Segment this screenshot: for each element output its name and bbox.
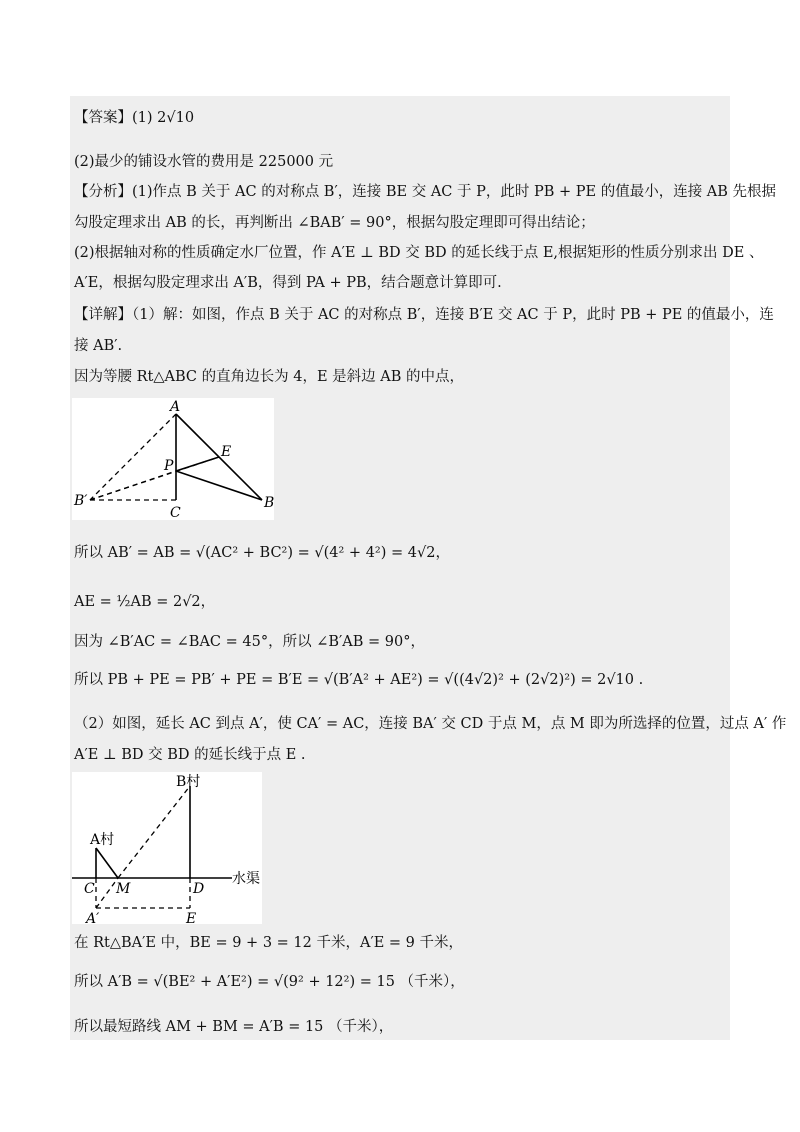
label-b-prime: B′ [74,493,88,509]
text-line: 所以最短路线 AM + BM = A′B = 15 （千米）， [74,1019,394,1035]
label-c: C [170,505,181,520]
label-a-village: A村 [90,832,115,848]
text-line: 接 AB′. [74,338,123,354]
label-b: B [264,495,274,511]
text-line: 因为 ∠B′AC = ∠BAC = 45°，所以 ∠B′AB = 90°， [74,634,425,650]
detail-line: 【详解】（1）解：如图，作点 B 关于 AC 的对称点 B′，连接 B′E 交 AC 于 P，此时 PB + PE 的值最小，连 [74,307,774,323]
label-canal: 水渠 [232,871,260,887]
label-a-prime: A′ [86,911,100,924]
text-line: (2)根据轴对称的性质确定水厂位置，作 A′E ⊥ BD 交 BD 的延长线于点 E,根据矩形的性质分别求出 DE 、 [74,245,764,261]
figure-triangle [72,398,274,520]
text-line: AE = ½AB = 2√2， [74,594,216,610]
text-line: 所以 PB + PE = PB′ + PE = B′E = √(B′A² + AE²) = √((4√2)² + (2√2)²) = 2√10 . [74,672,644,688]
text-line: 所以 A′B = √(BE² + A′E²) = √(9² + 12²) = 15 （千米）， [74,974,465,990]
label-e: E [221,444,232,460]
text-line: 因为等腰 Rt△ABC 的直角边长为 4，E 是斜边 AB 的中点， [74,369,464,385]
label-a: A [170,399,181,415]
label-b-village: B村 [176,774,201,790]
label-m: M [116,881,131,897]
analysis-line: 【分析】(1)作点 B 关于 AC 的对称点 B′，连接 BE 交 AC 于 P，此时 PB + PE 的值最小，连接 AB 先根据 [74,184,777,200]
text-line: (2)最少的铺设水管的费用是 225000 元 [74,154,334,170]
label-p: P [164,458,174,474]
text-line: A′E ⊥ BD 交 BD 的延长线于点 E . [74,747,306,763]
part2-line: （2）如图，延长 AC 到点 A′，使 CA′ = AC，连接 BA′ 交 CD 于点 M，点 M 即为所选择的位置，过点 A′ 作 [74,716,787,732]
text-line: 勾股定理求出 AB 的长，再判断出 ∠BAB′ = 90°，根据勾股定理即可得出结论； [74,215,595,231]
answer-line: 【答案】(1) 2√10 [74,110,195,126]
label-d: D [193,881,205,897]
text-line: 所以 AB′ = AB = √(AC² + BC²) = √(4² + 4²) = 4√2， [74,545,450,561]
figure-canal [72,772,262,924]
text-line: A′E，根据勾股定理求出 A′B，得到 PA + PB，结合题意计算即可. [74,275,502,291]
label-c: C [84,881,95,897]
label-e: E [186,911,197,924]
text-line: 在 Rt△BA′E 中，BE = 9 + 3 = 12 千米，A′E = 9 千米， [74,935,464,951]
